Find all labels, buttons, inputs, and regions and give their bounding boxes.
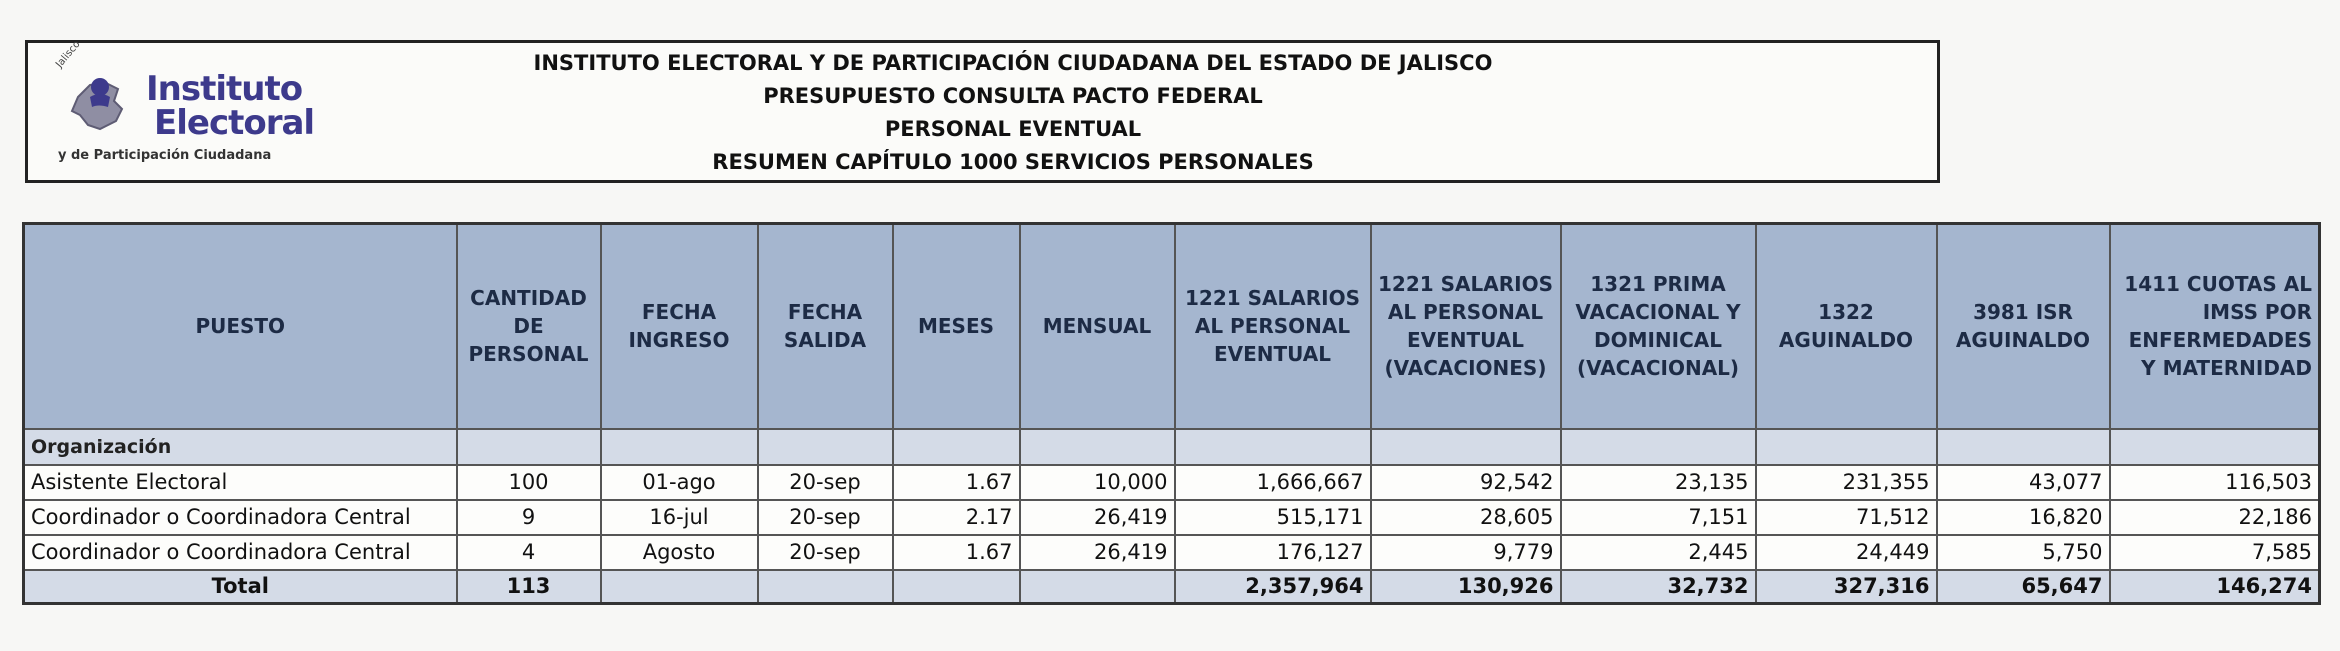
cell-1221-vacaciones: 9,779 <box>1371 535 1561 570</box>
total-cantidad: 113 <box>457 570 601 604</box>
cell-1221-vacaciones: 28,605 <box>1371 500 1561 535</box>
cell-cantidad: 4 <box>457 535 601 570</box>
col-header-cantidad: CANTIDAD DE PERSONAL <box>457 224 601 429</box>
cell-cantidad: 9 <box>457 500 601 535</box>
cell-puesto: Coordinador o Coordinadora Central <box>24 500 457 535</box>
cell-1221-salarios: 515,171 <box>1175 500 1371 535</box>
section-label: Organización <box>24 429 457 465</box>
cell-1221-salarios: 1,666,667 <box>1175 465 1371 500</box>
cell-meses: 1.67 <box>893 465 1020 500</box>
cell-1411-cuotas: 22,186 <box>2110 500 2320 535</box>
col-header-3981-isr: 3981 ISR AGUINALDO <box>1937 224 2110 429</box>
cell-1321-prima: 2,445 <box>1561 535 1756 570</box>
cell-1321-prima: 7,151 <box>1561 500 1756 535</box>
logo-subtitle: y de Participación Ciudadana <box>58 148 272 163</box>
header-box <box>25 40 1940 183</box>
cell-3981-isr: 43,077 <box>1937 465 2110 500</box>
header-row <box>24 224 2320 429</box>
logo-word-electoral: Electoral <box>154 103 315 143</box>
total-fecha-ingreso <box>601 570 758 604</box>
cell-1321-prima: 23,135 <box>1561 465 1756 500</box>
total-1221-salarios: 2,357,964 <box>1175 570 1371 604</box>
cell-1322-aguinaldo: 71,512 <box>1756 500 1937 535</box>
col-header-fecha-salida: FECHA SALIDA <box>758 224 893 429</box>
cell-fecha-ingreso: 01-ago <box>601 465 758 500</box>
cell-fecha-salida: 20-sep <box>758 465 893 500</box>
institution-logo <box>50 38 315 171</box>
title-line-3: PERSONAL EVENTUAL <box>884 117 1142 141</box>
col-header-1321-prima: 1321 PRIMA VACACIONAL Y DOMINICAL (VACACIONAL) <box>1561 224 1756 429</box>
col-header-mensual: MENSUAL <box>1020 224 1175 429</box>
col-header-fecha-ingreso: FECHA INGRESO <box>601 224 758 429</box>
cell-mensual: 26,419 <box>1020 500 1175 535</box>
col-header-puesto: PUESTO <box>24 224 457 429</box>
cell-mensual: 10,000 <box>1020 465 1175 500</box>
cell-1411-cuotas: 116,503 <box>2110 465 2320 500</box>
cell-fecha-ingreso: Agosto <box>601 535 758 570</box>
cell-3981-isr: 16,820 <box>1937 500 2110 535</box>
jalisco-map-emblem-icon <box>60 67 140 137</box>
cell-fecha-salida: 20-sep <box>758 535 893 570</box>
budget-table <box>22 222 2321 605</box>
total-1411-cuotas: 146,274 <box>2110 570 2320 604</box>
table-row <box>24 465 2320 500</box>
total-1321-prima: 32,732 <box>1561 570 1756 604</box>
cell-fecha-salida: 20-sep <box>758 500 893 535</box>
total-1221-vacaciones: 130,926 <box>1371 570 1561 604</box>
cell-1322-aguinaldo: 24,449 <box>1756 535 1937 570</box>
col-header-1221-salarios: 1221 SALARIOS AL PERSONAL EVENTUAL <box>1175 224 1371 429</box>
cell-meses: 1.67 <box>893 535 1020 570</box>
cell-1221-vacaciones: 92,542 <box>1371 465 1561 500</box>
total-1322-aguinaldo: 327,316 <box>1756 570 1937 604</box>
logo-word-instituto: Instituto <box>146 69 303 109</box>
cell-1322-aguinaldo: 231,355 <box>1756 465 1937 500</box>
title-line-4: RESUMEN CAPÍTULO 1000 SERVICIOS PERSONALES <box>712 150 1314 174</box>
total-row <box>24 570 2320 604</box>
cell-puesto: Coordinador o Coordinadora Central <box>24 535 457 570</box>
cell-1221-salarios: 176,127 <box>1175 535 1371 570</box>
cell-puesto: Asistente Electoral <box>24 465 457 500</box>
section-row-organizacion <box>24 429 2320 465</box>
cell-fecha-ingreso: 16-jul <box>601 500 758 535</box>
logo-small-text: Jalisco <box>54 38 83 71</box>
total-mensual <box>1020 570 1175 604</box>
title-line-1: INSTITUTO ELECTORAL Y DE PARTICIPACIÓN CIUDADANA DEL ESTADO DE JALISCO <box>533 51 1493 75</box>
document-titles <box>448 47 1578 179</box>
total-3981-isr: 65,647 <box>1937 570 2110 604</box>
col-header-1322-aguinaldo: 1322 AGUINALDO <box>1756 224 1937 429</box>
table-row <box>24 535 2320 570</box>
cell-cantidad: 100 <box>457 465 601 500</box>
cell-meses: 2.17 <box>893 500 1020 535</box>
col-header-1221-vacaciones: 1221 SALARIOS AL PERSONAL EVENTUAL (VACACIONES) <box>1371 224 1561 429</box>
col-header-1411-cuotas: 1411 CUOTAS AL IMSS POR ENFERMEDADES Y MATERNIDAD <box>2110 224 2320 429</box>
total-label: Total <box>24 570 457 604</box>
table-row <box>24 500 2320 535</box>
cell-3981-isr: 5,750 <box>1937 535 2110 570</box>
cell-mensual: 26,419 <box>1020 535 1175 570</box>
col-header-meses: MESES <box>893 224 1020 429</box>
total-meses <box>893 570 1020 604</box>
cell-1411-cuotas: 7,585 <box>2110 535 2320 570</box>
title-line-2: PRESUPUESTO CONSULTA PACTO FEDERAL <box>763 84 1263 108</box>
total-fecha-salida <box>758 570 893 604</box>
